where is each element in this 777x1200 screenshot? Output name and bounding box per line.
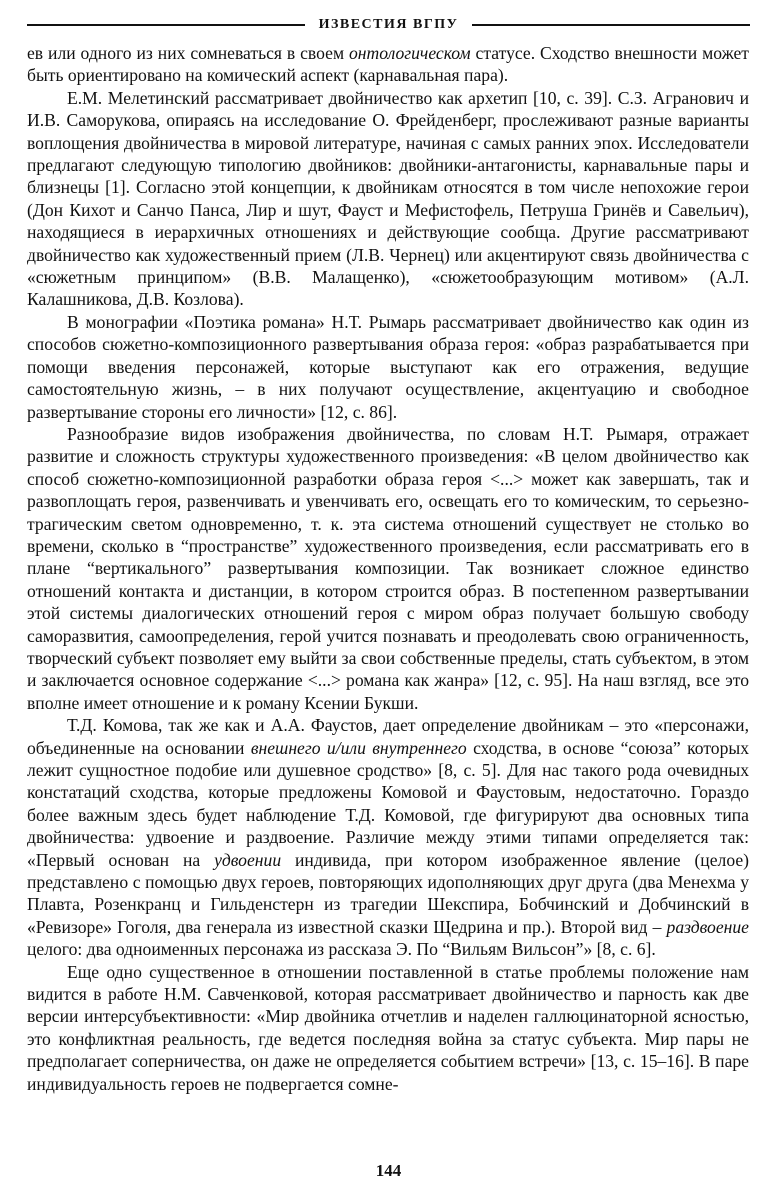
header-rule-left (27, 24, 305, 26)
paragraph-meletinsky: Е.М. Мелетинский рассматривает двойничество как архетип [10, с. 39]. С.З. Агранович и И.В. Саморукова, опираясь на исследование О. Фрейденберг, прослеживают разные варианты воплощения двойничества в мировой литературе, начиная с самых ранних эпох. Исследователи предлагают следующую типологию двойников: двойники-антагонисты, карнавальные пары и близнецы [1]. Согласно этой концепции, к двойникам относятся в том числе непохожие герои (Дон Кихот и Санчо Панса, Лир и шут, Фауст и Мефистофель, Петруша Гринёв и Савельич), находящиеся в иерархичных отношениях и действующие сообща. Другие рассматривают двойничество как художественный прием (Л.В. Чернец) или акцентируют связь двойничества с «сюжетным принципом» (В.В. Малащенко), «сюжетообразующим мотивом» (А.Л. Калашникова, Д.В. Козлова). (27, 87, 749, 310)
italic-term: удвоении (214, 849, 282, 870)
italic-term: раздвоение (666, 916, 749, 937)
running-header (27, 14, 750, 36)
journal-title: ИЗВЕСТИЯ ВГПУ (318, 17, 459, 32)
article-body (27, 42, 749, 1095)
paragraph-komova: Т.Д. Комова, так же как и А.А. Фаустов, дает определение двойникам – это «персонажи, объединенные на основании внешнего и/или внутреннего сходства, в основе “союза” которых лежит сущностное подобие или душевное сродство» [8, с. 5]. Для нас такого рода очевидных констатаций сходства, которые предложены Комовой и Фаустовым, недостаточно. Гораздо более важным здесь будет наблюдение Т.Д. Комовой, где фигурируют два основных типа двойничества: удвоение и раздвоение. Различие между этими типами определяется так: «Первый основан на удвоении индивида, при котором изображенное явление (целое) представлено с помощью двух героев, повторяющих идополняющих друг друга (два Менехма у Плавта, Розенкранц и Гильденстерн из трагедии Шекспира, Бобчинский и Добчинский в «Ревизоре» Гоголя, два генерала из известной сказки Щедрина и пр.). Второй вид – раздвоение целого: два одноименных персонажа из рассказа Э. По “Вильям Вильсон”» [8, с. 6]. (27, 715, 750, 960)
italic-term: онтологическом (349, 43, 471, 63)
page-number: 144 (375, 1161, 402, 1180)
italic-term: внешнего и/или внутреннего (250, 737, 467, 758)
paragraph-rymar-monograph: В монографии «Поэтика романа» Н.Т. Рымарь рассматривает двойничество как один из способов сюжетно-композиционного развертывания образа героя: «образ разрабатывается при помощи введения персонажей, которые выступают как его отражения, ведущие самостоятельную жизнь, – в них получают осуществление, акцентуацию и свободное развертывание стороны его личности» [12, с. 86]. (27, 311, 749, 422)
paragraph-savchenkova: Еще одно существенное в отношении поставленной в статье проблемы положение нам видится в работе Н.М. Савченковой, которая рассматривает двойничество и парность как две версии интерсубъективности: «Мир двойника отчетлив и наделен галлюцинаторной ясностью, это конфликтная реальность, где ведется последняя война за статус субъекта. Мир пары не предполагает соперничества, он даже не определяется событием встречи» [13, с. 15–16]. В паре индивидуальность героев не подвергается сомне- (27, 961, 749, 1094)
paragraph-continuation: ев или одного из них сомневаться в своем онтологическом статусе. Сходство внешности может быть ориентировано на комический аспект (карнавальная пара). (27, 43, 749, 86)
header-rule-right (472, 24, 750, 26)
paragraph-rymar-variety: Разнообразие видов изображения двойничества, по словам Н.Т. Рымаря, отражает развитие и сложность структуры художественного произведения: «В целом двойничество как способ сюжетно-композиционной разработки образа героя <...> может как завершать, так и развоплощать героя, развенчивать и увенчивать его, освещать его то комическим, то серьезно-трагическим светом одновременно, т. к. эта система отношений существует не столько во времени, сколько в “пространстве” художественного произведения, если рассматривать его в плане “вертикального” развертывания композиции. Так возникает сложное единство отношений контакта и дистанции, в котором строится образ. В постепенном развертывании этой системы диалогических отношений героя с миром образ получает большую свободу саморазвития, самоопределения, герой учится познавать и преодолевать свою ограниченность, творческий субъект позволяет ему выйти за свои собственные пределы, стать субъектом, в этом и заключается основное содержание <...> романа как жанра» [12, с. 95]. На наш взгляд, все это вполне имеет отношение и к роману Ксении Букши. (27, 423, 749, 713)
